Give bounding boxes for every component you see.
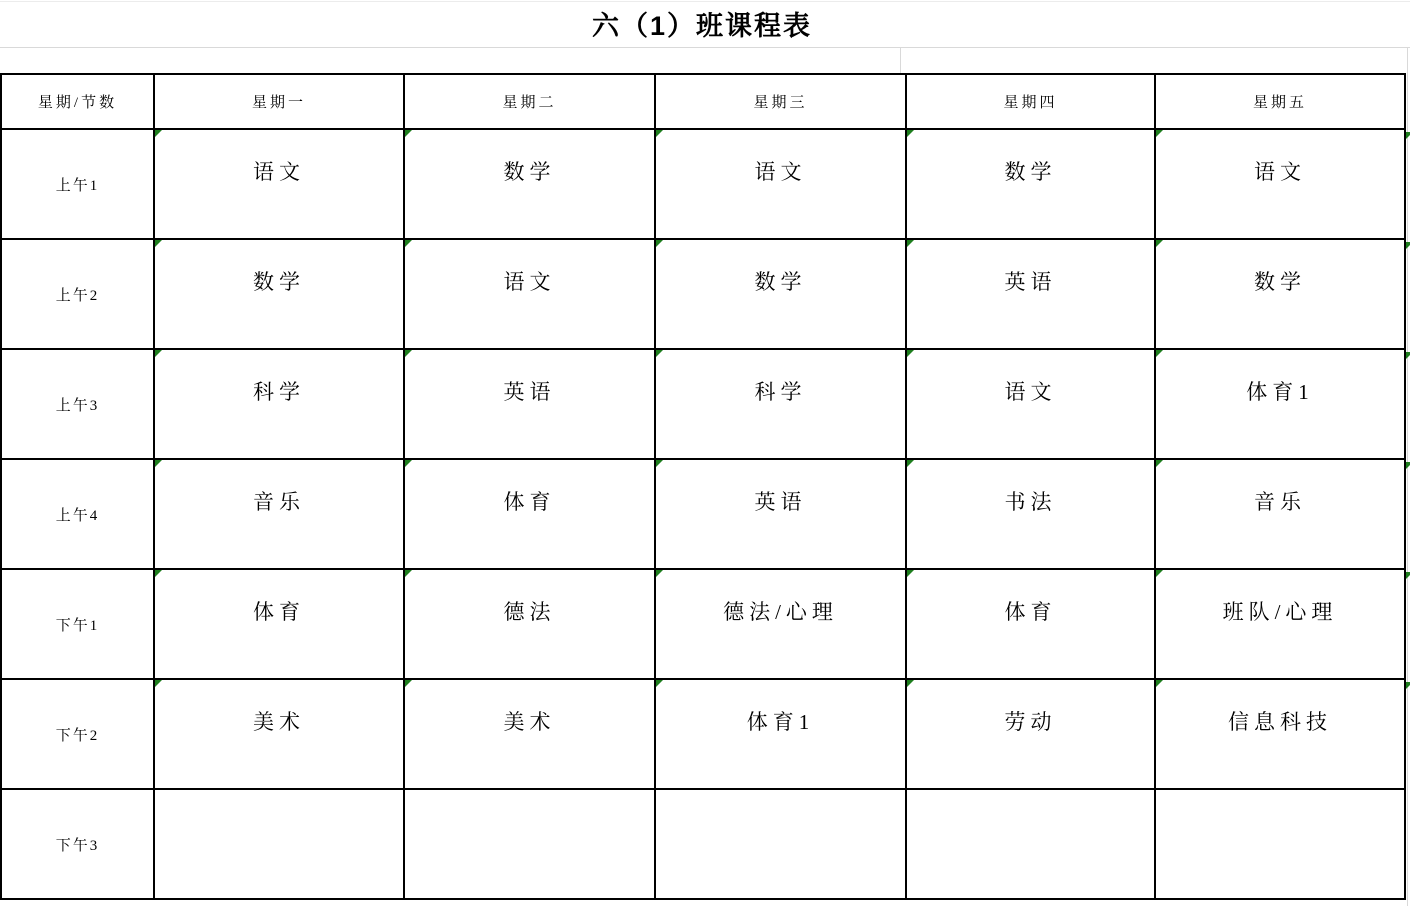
- cell-flag-triangle-icon: [1156, 130, 1163, 137]
- table-row: [1, 349, 1405, 459]
- day-header-cell[interactable]: 星期一: [154, 74, 404, 129]
- cell-flag-triangle-icon: [1156, 350, 1163, 357]
- cell-flag-triangle-icon: [405, 460, 412, 467]
- cell-flag-triangle-icon: [155, 680, 162, 687]
- subject-text: 语文: [503, 270, 556, 294]
- cell-flag-triangle-icon: [656, 350, 663, 357]
- subject-text: [155, 790, 403, 816]
- subject-cell[interactable]: [906, 459, 1155, 569]
- table-row: [1, 679, 1405, 789]
- cell-flag-triangle-icon: [907, 460, 914, 467]
- subject-cell[interactable]: [154, 789, 404, 899]
- subject-cell[interactable]: [154, 569, 404, 679]
- subject-cell[interactable]: [404, 569, 655, 679]
- subject-cell[interactable]: [1155, 349, 1405, 459]
- subject-text: 数学: [1004, 160, 1057, 184]
- period-label-cell[interactable]: 下午1: [1, 569, 154, 679]
- table-row: [1, 789, 1405, 899]
- schedule-table: [0, 73, 1406, 900]
- subject-text: 音乐: [253, 490, 305, 514]
- cell-flag-triangle-icon: [907, 350, 914, 357]
- subject-cell[interactable]: [1155, 239, 1405, 349]
- subject-text: [656, 790, 905, 816]
- cell-flag-triangle-icon: [907, 130, 914, 137]
- subject-text: 书法: [1004, 490, 1057, 514]
- subject-cell[interactable]: [1155, 129, 1405, 239]
- period-label-cell[interactable]: 上午3: [1, 349, 154, 459]
- subject-text: [907, 790, 1154, 816]
- cutoff-cell-flag-triangle-icon: [1406, 462, 1410, 469]
- subject-text: 语文: [253, 160, 305, 184]
- subject-text: 信息科技: [1228, 710, 1332, 734]
- cutoff-cell-flag-triangle-icon: [1406, 572, 1410, 579]
- page-title: 六（1）班课程表: [591, 10, 813, 41]
- subject-cell[interactable]: [1155, 569, 1405, 679]
- subject-cell[interactable]: [906, 239, 1155, 349]
- subject-text: 语文: [754, 160, 807, 184]
- subject-text: 劳动: [1004, 710, 1057, 734]
- subject-cell[interactable]: [154, 459, 404, 569]
- subject-text: 德法/心理: [723, 600, 838, 624]
- subject-cell[interactable]: [655, 349, 906, 459]
- subject-text: [405, 790, 654, 816]
- day-header-cell[interactable]: 星期五: [1155, 74, 1405, 129]
- header-row: [1, 74, 1405, 129]
- gridline-vertical-gap: [900, 47, 901, 73]
- cutoff-cell-flag-triangle-icon: [1406, 132, 1410, 139]
- subject-text: 语文: [1004, 380, 1057, 404]
- cell-flag-triangle-icon: [155, 570, 162, 577]
- subject-cell[interactable]: [906, 349, 1155, 459]
- day-header-cell[interactable]: 星期四: [906, 74, 1155, 129]
- subject-text: 德法: [503, 600, 556, 624]
- subject-text: 班队/心理: [1222, 600, 1338, 624]
- subject-cell[interactable]: [404, 349, 655, 459]
- subject-text: 体育: [503, 490, 556, 514]
- subject-cell[interactable]: [906, 789, 1155, 899]
- day-header-cell[interactable]: 星期二: [404, 74, 655, 129]
- day-header-cell[interactable]: 星期三: [655, 74, 906, 129]
- cell-flag-triangle-icon: [1156, 680, 1163, 687]
- subject-text: 美术: [253, 710, 305, 734]
- table-row: [1, 239, 1405, 349]
- period-label-cell[interactable]: 上午4: [1, 459, 154, 569]
- subject-cell[interactable]: [404, 459, 655, 569]
- subject-text: 体育: [1004, 600, 1057, 624]
- cell-flag-triangle-icon: [1156, 240, 1163, 247]
- cell-flag-triangle-icon: [1156, 460, 1163, 467]
- cell-flag-triangle-icon: [405, 680, 412, 687]
- corner-header-cell[interactable]: 星期/节数: [1, 74, 154, 129]
- subject-cell[interactable]: [655, 789, 906, 899]
- cell-flag-triangle-icon: [405, 240, 412, 247]
- subject-cell[interactable]: [404, 129, 655, 239]
- cell-flag-triangle-icon: [155, 350, 162, 357]
- cell-flag-triangle-icon: [907, 680, 914, 687]
- subject-text: 英语: [754, 490, 807, 514]
- subject-text: 英语: [1004, 270, 1057, 294]
- table-row: [1, 569, 1405, 679]
- cutoff-cell-flag-triangle-icon: [1406, 682, 1410, 689]
- subject-text: 体育1: [746, 710, 815, 734]
- gridline-under-title: [0, 47, 1410, 48]
- subject-text: 数学: [754, 270, 807, 294]
- subject-cell[interactable]: [655, 679, 906, 789]
- title-band: [0, 0, 1404, 46]
- subject-cell[interactable]: [1155, 789, 1405, 899]
- subject-cell[interactable]: [655, 129, 906, 239]
- table-row: [1, 129, 1405, 239]
- subject-cell[interactable]: [404, 789, 655, 899]
- period-label-cell[interactable]: 下午2: [1, 679, 154, 789]
- cell-flag-triangle-icon: [405, 570, 412, 577]
- cell-flag-triangle-icon: [405, 350, 412, 357]
- cell-flag-triangle-icon: [155, 460, 162, 467]
- subject-text: 体育: [253, 600, 305, 624]
- table-row: [1, 459, 1405, 569]
- subject-cell[interactable]: [655, 569, 906, 679]
- subject-text: 英语: [503, 380, 556, 404]
- cell-flag-triangle-icon: [656, 570, 663, 577]
- period-label-cell[interactable]: 上午1: [1, 129, 154, 239]
- subject-text: 音乐: [1254, 490, 1306, 514]
- subject-cell[interactable]: [906, 679, 1155, 789]
- subject-cell[interactable]: [154, 349, 404, 459]
- cell-flag-triangle-icon: [1156, 570, 1163, 577]
- subject-cell[interactable]: [404, 679, 655, 789]
- cell-flag-triangle-icon: [656, 240, 663, 247]
- subject-cell[interactable]: [655, 459, 906, 569]
- subject-text: 美术: [503, 710, 556, 734]
- subject-cell[interactable]: [154, 129, 404, 239]
- subject-cell[interactable]: [404, 239, 655, 349]
- subject-cell[interactable]: [655, 239, 906, 349]
- subject-text: 数学: [253, 270, 305, 294]
- cell-flag-triangle-icon: [907, 240, 914, 247]
- period-label-cell[interactable]: 上午2: [1, 239, 154, 349]
- subject-text: 语文: [1254, 160, 1306, 184]
- cutoff-cell-flag-triangle-icon: [1406, 352, 1410, 359]
- period-label-cell[interactable]: 下午3: [1, 789, 154, 899]
- gridline-vertical-right: [1407, 47, 1408, 906]
- cell-flag-triangle-icon: [656, 680, 663, 687]
- subject-cell[interactable]: [154, 239, 404, 349]
- cell-flag-triangle-icon: [155, 240, 162, 247]
- subject-text: 数学: [503, 160, 556, 184]
- subject-text: 数学: [1254, 270, 1306, 294]
- subject-cell[interactable]: [906, 569, 1155, 679]
- subject-cell[interactable]: [906, 129, 1155, 239]
- subject-cell[interactable]: [1155, 459, 1405, 569]
- cutoff-cell-flag-triangle-icon: [1406, 242, 1410, 249]
- cell-flag-triangle-icon: [656, 460, 663, 467]
- subject-text: 体育1: [1246, 380, 1314, 404]
- subject-text: [1156, 790, 1404, 816]
- cell-flag-triangle-icon: [405, 130, 412, 137]
- cell-flag-triangle-icon: [155, 130, 162, 137]
- subject-text: 科学: [253, 380, 305, 404]
- cell-flag-triangle-icon: [656, 130, 663, 137]
- subject-cell[interactable]: [154, 679, 404, 789]
- subject-text: 科学: [754, 380, 807, 404]
- cell-flag-triangle-icon: [907, 570, 914, 577]
- subject-cell[interactable]: [1155, 679, 1405, 789]
